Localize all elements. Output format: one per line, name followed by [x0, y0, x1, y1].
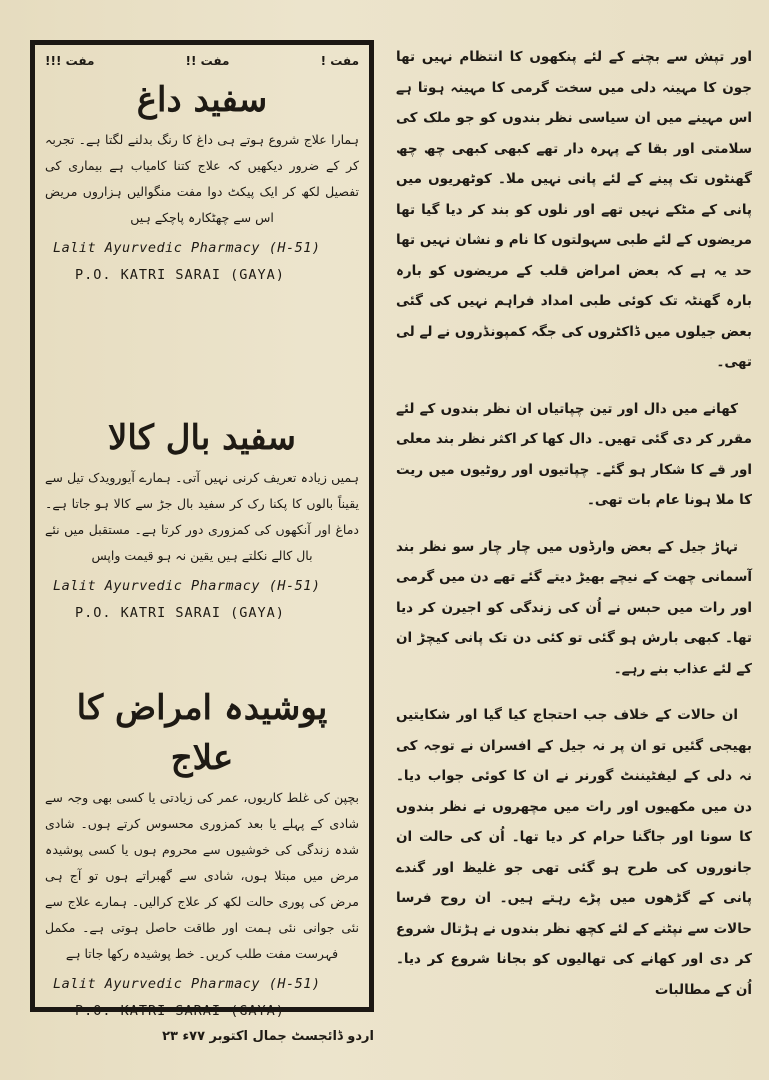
- ad-body-white-hair: ہمیں زیادہ تعریف کرنی نہیں آتی۔ ہمارے آیورویدک تیل سے یقیناً بالوں کا پکنا رک کر سفید بال جڑ سے کالا ہو جاتا ہے۔ دماغ اور آنکھوں کی کمزوری دور کرتا ہے۔ مستقبل میں نئے بال کالے نکلتے ہیں یقین نہ ہو قیمت واپس: [45, 470, 359, 563]
- ad-title-hidden-diseases: پوشیدہ امراض کا علاج: [76, 688, 328, 778]
- free-label-1: مفت !: [320, 54, 359, 68]
- free-label-2: مفت !!: [185, 54, 230, 68]
- pharmacy-address: P.O. KATRI SARAI (GAYA): [75, 267, 285, 283]
- ad-section-white-hair: [45, 413, 359, 683]
- pharmacy-address: P.O. KATRI SARAI (GAYA): [75, 605, 285, 621]
- article-column: [396, 42, 752, 1052]
- ad-body-hidden-diseases: بچپن کی غلط کاریوں، عمر کی زیادتی یا کسی بھی وجہ سے شادی کے پہلے یا بعد کمزوری محسوس کرتے ہوں۔ شادی شدہ زندگی کی خوشیوں سے محروم ہوں یا کسی پوشیدہ مرض میں مبتلا ہوں، شادی سے گھبراتے ہوں تو آج ہی مرض کی پوری حالت لکھ کر علاج کرالیں۔ ہمارے علاج سے نئی جوانی نئی ہمت اور طاقت حاصل ہوتی ہے۔ مکمل فہرست مفت طلب کریں۔ خط پوشیدہ رکھا جاتا ہے: [45, 790, 359, 961]
- ad-section-hidden-diseases: [45, 683, 359, 1019]
- advertisement-box: [30, 40, 374, 1019]
- ad-title-white-hair: سفید بال کالا: [108, 418, 296, 458]
- pharmacy-address: P.O. KATRI SARAI (GAYA): [75, 1003, 285, 1019]
- free-offer-row: [45, 51, 359, 71]
- article-paragraph: تہاڑ جیل کے بعض وارڈوں میں چار چار سو نظر بند آسمانی چھت کے نیچے بھیڑ دیتے گئے تھے دن میں گرمی اور رات میں حبس نے اُن کی زندگی کو اجیرن کر دیا تھا۔ کبھی بارش ہو گئی تو کئی دن تک پانی کیچڑ ان کے لئے عذاب بنے رہے۔: [396, 538, 752, 677]
- article-paragraph: ان حالات کے خلاف جب احتجاج کیا گیا اور شکایتیں بھیجی گئیں تو ان پر نہ جیل کے افسران نے توجہ کی نہ دلی کے لیفٹیننٹ گورنر نے ان کا کوئی جواب دیا۔ دن میں مکھیوں اور رات میں مچھروں نے نظر بندوں کا سونا اور جاگنا حرام کر دیا تھا۔ اُن کی حالت ان جانوروں کی طرح ہو گئی تھی جو غلیظ اور گندے پانی کے گڑھوں میں پڑے رہتے ہیں۔ ان روح فرسا حالات سے نپٹنے کے لئے کچھ نظر بندوں نے ہڑتال شروع کر دی اور کھانے کی تھالیوں کو بجانا شروع کر دیا۔ اُن کے مطالبات: [396, 707, 752, 998]
- pharmacy-name: Lalit Ayurvedic Pharmacy (H-51): [53, 578, 321, 594]
- ad-section-white-patches: [45, 75, 359, 413]
- ad-body-white-patches: ہمارا علاج شروع ہوتے ہی داغ کا رنگ بدلنے لگتا ہے۔ تجربہ کر کے ضرور دیکھیں کہ علاج کتنا کامیاب ہے بیماری کی تفصیل لکھ کر ایک پیکٹ دوا مفت منگوالیں ہزاروں مریض اس سے چھٹکارہ پاچکے ہیں: [45, 132, 359, 225]
- pharmacy-name: Lalit Ayurvedic Pharmacy (H-51): [53, 240, 321, 256]
- article-paragraph: کھانے میں دال اور تین چپاتیاں ان نظر بندوں کے لئے مقرر کر دی گئی تھیں۔ دال کھا کر اکثر نظر بند معلی اور قے کا شکار ہو گئے۔ چپاتیوں اور روٹیوں میں ریت کا ملا ہونا عام بات تھی۔: [396, 400, 752, 508]
- article-paragraph: اور تپش سے بچنے کے لئے پنکھوں کا انتظام نہیں تھا جون کا مہینہ دلی میں سخت گرمی کا مہینہ ہوتا ہے اس مہینے میں ان سیاسی نظر بندوں کو جو ملک کی سلامتی اور بقا کے پہرہ دار تھے کبھی کبھی چھ چھ گھنٹوں تک پینے کے لئے پانی نہیں ملا۔ کوٹھریوں میں پانی کے مٹکے نہیں تھے اور نلوں کو بند کر دیا گیا تھا مریضوں کے لئے طبی سہولتوں کا نام و نشان نہیں تھا حد یہ ہے کہ بعض امراض قلب کے مریضوں کو بارہ بارہ گھنٹہ تک کوئی طبی امداد فراہم نہیں کی گئی بعض جیلوں میں ڈاکٹروں کی جگہ کمپونڈروں نے لے لی تھی۔: [396, 49, 752, 370]
- pharmacy-name: Lalit Ayurvedic Pharmacy (H-51): [53, 976, 321, 992]
- ad-title-white-patches: سفید داغ: [136, 80, 268, 120]
- page-footer: اردو ڈائجسٹ جمال اکتوبر ۷۷ء ۲۳: [162, 1029, 374, 1044]
- free-label-3: مفت !!!: [45, 54, 95, 68]
